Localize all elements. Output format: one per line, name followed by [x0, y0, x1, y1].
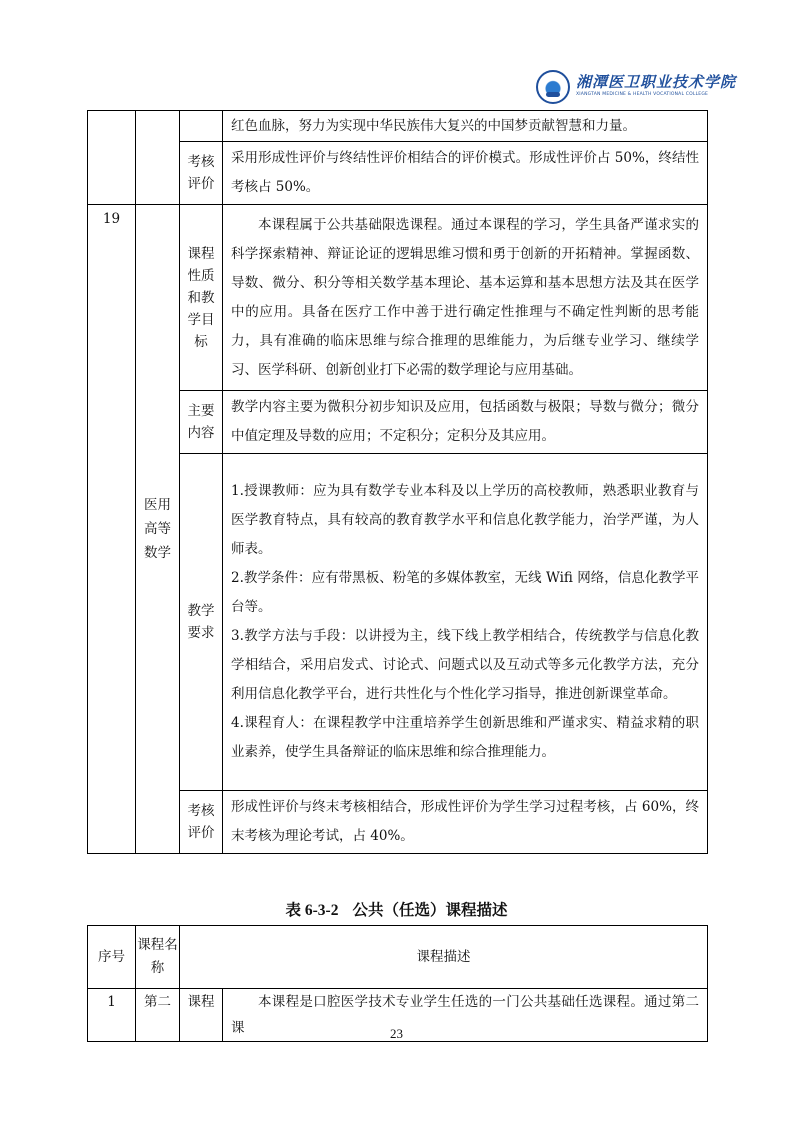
continued-content: 红色血脉，努力为实现中华民族伟大复兴的中国梦贡献智慧和力量。: [223, 111, 708, 142]
requirement-item: 2.教学条件：应有带黑板、粉笔的多媒体教室，无线 Wifi 网络，信息化教学平台等。: [231, 570, 699, 615]
course-name: 医用高等数学: [136, 205, 180, 854]
table-row: [88, 454, 708, 791]
assessment-label: 考核评价: [180, 791, 223, 854]
nature-goals-label: 课程性质和教学目标: [180, 205, 223, 391]
header-course-name: 课程名称: [136, 926, 180, 989]
elective-course-table: [87, 925, 708, 1042]
course-name-cell: [136, 111, 180, 205]
row-label: 课程: [180, 989, 223, 1042]
logo-college-name-en: XIANGTAN MEDICINE & HEALTH VOCATIONAL COLLEGE: [576, 92, 709, 97]
assessment-label: 考核评价: [180, 142, 223, 205]
requirement-item: 3.教学方法与手段：以讲授为主，线下线上教学相结合，传统教学与信息化教学相结合，采用启发式、讨论式、问题式以及互动式等多元化教学方法，充分利用信息化教学平台，进行共性化与个性化学习指导，推进创新课堂革命。: [231, 628, 699, 702]
table-row: [88, 791, 708, 854]
page-number: 23: [390, 1026, 403, 1041]
college-logo: [536, 70, 736, 110]
requirement-item: 4.课程育人：在课程教学中注重培养学生创新思维和严谨求实、精益求精的职业素养，使学生具备辩证的临床思维和综合推理能力。: [231, 715, 699, 760]
assessment-content: 形成性评价与终末考核相结合，形成性评价为学生学习过程考核，占 60%，终末考核为理论考试，占 40%。: [223, 791, 708, 854]
nature-goals-content: [223, 205, 708, 391]
row-description-text: 本课程是口腔医学技术专业学生任选的一门公共基础任选课程。通过第二课: [231, 994, 699, 1036]
course-table: [87, 110, 708, 854]
course-number: 19: [88, 205, 136, 854]
teaching-requirements-content: [223, 454, 708, 791]
header-number: 序号: [88, 926, 136, 989]
logo-college-name: 湘潭医卫职业技术学院: [576, 73, 737, 91]
assessment-content: 采用形成性评价与终结性评价相结合的评价模式。形成性评价占 50%，终结性考核占 50%。: [223, 142, 708, 205]
table-row: [88, 391, 708, 454]
header-description: 课程描述: [180, 926, 708, 989]
teaching-requirements-label: 教学要求: [180, 454, 223, 791]
college-emblem-icon: [536, 70, 570, 104]
table-caption-number: 表 6-3-2: [285, 902, 339, 919]
table-caption-title: 公共（任选）课程描述: [352, 901, 508, 919]
table-row: [88, 142, 708, 205]
row-course-name: 第二: [136, 989, 180, 1042]
number-cell: [88, 111, 136, 205]
table-caption: [0, 898, 793, 920]
label-cell: [180, 111, 223, 142]
table-header-row: [88, 926, 708, 989]
main-content-label: 主要内容: [180, 391, 223, 454]
nature-goals-text: 本课程属于公共基础限选课程。通过本课程的学习，学生具备严谨求实的科学探索精神、辩证论证的逻辑思维习惯和勇于创新的开拓精神。掌握函数、导数、微分、积分等相关数学基本理论、基本运算和基本思想方法及其在医学中的应用。具备在医疗工作中善于进行确定性推理与不确定性判断的思考能力，具有准确的临床思维与综合推理的思维能力，为后继专业学习、继续学习、医学科研、创新创业打下必需的数学理论与应用基础。: [231, 216, 699, 378]
table-row: [88, 111, 708, 142]
main-content-text: 教学内容主要为微积分初步知识及应用，包括函数与极限；导数与微分；微分中值定理及导数的应用；不定积分；定积分及其应用。: [223, 391, 708, 454]
row-number: 1: [88, 989, 136, 1042]
requirement-item: 1.授课教师：应为具有数学专业本科及以上学历的高校教师，熟悉职业教育与医学教育特点，具有较高的教育教学水平和信息化教学能力，治学严谨，为人师表。: [231, 483, 699, 557]
table-row: [88, 205, 708, 391]
